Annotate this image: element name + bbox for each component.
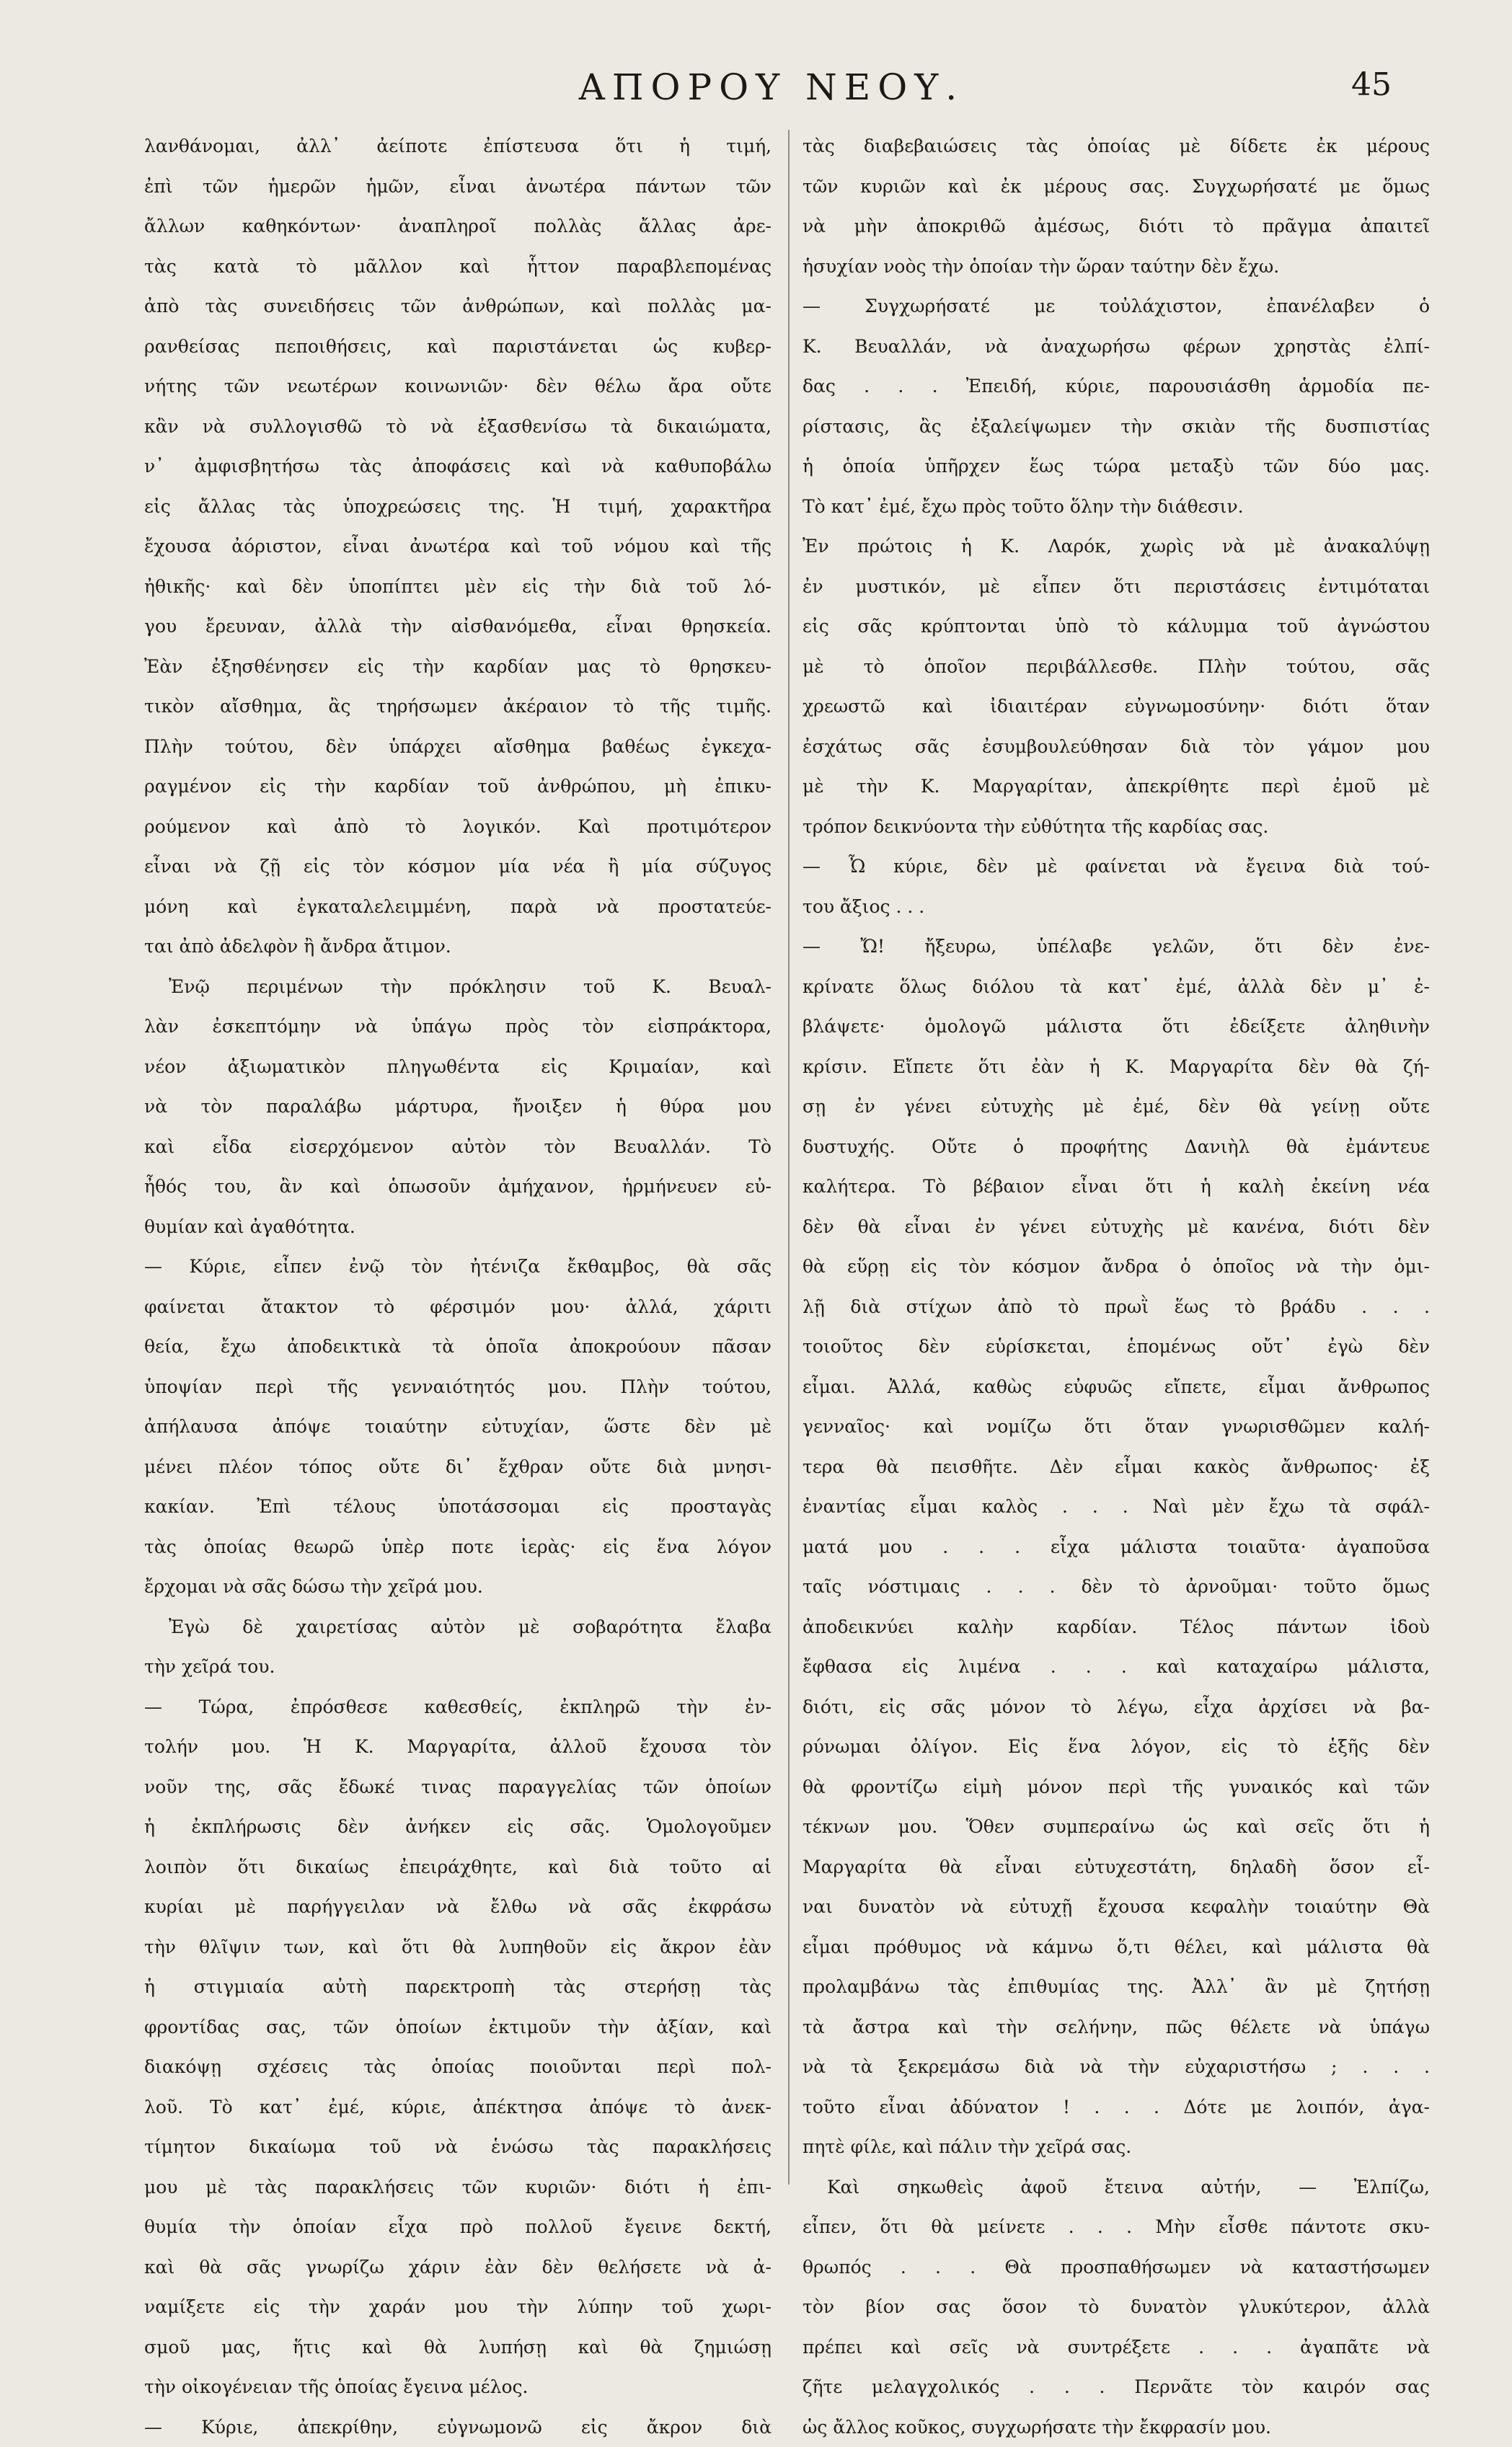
text-line: νήτης τῶν νεωτέρων κοινωνιῶν· δὲν θέλω ἄρα οὔτε: [144, 366, 772, 407]
text-line: σῃ ἐν γένει εὐτυχὴς μὲ ἐμέ, δὲν θὰ γείνῃ οὔτε: [803, 1087, 1430, 1127]
text-line: λοῦ. Τὸ κατ᾽ ἐμέ, κύριε, ἀπέκτησα ἀπόψε τὸ ἀνεκ-: [144, 2087, 772, 2128]
text-line: μένει πλέον τόπος οὔτε δι᾽ ἔχθραν οὔτε διὰ μνησι-: [144, 1447, 772, 1487]
text-line: πητὲ φίλε, καὶ πάλιν τὴν χεῖρά σας.: [803, 2127, 1430, 2167]
text-line: Ἐὰν ἐξησθένησεν εἰς τὴν καρδίαν μας τὸ θρησκευ-: [144, 647, 772, 687]
text-line: εἰς σᾶς κρύπτονται ὑπὸ τὸ κάλυμμα τοῦ ἀγνώστου: [803, 606, 1430, 647]
text-line: ἀπὸ τὰς συνειδήσεις τῶν ἀνθρώπων, καὶ πολλὰς μα-: [144, 286, 772, 327]
text-line: — Συγχωρήσατέ με τοὐλάχιστον, ἐπανέλαβεν ὁ: [803, 286, 1430, 327]
text-line: Μαργαρίτα θὰ εἶναι εὐτυχεστάτη, δηλαδὴ ὅσον εἶ-: [803, 1847, 1430, 1888]
text-line: λῇ διὰ στίχων ἀπὸ τὸ πρωῒ ἕως τὸ βράδυ . . .: [803, 1287, 1430, 1327]
text-line: ἐναντίας εἶμαι καλὸς . . . Ναὶ μὲν ἔχω τὰ σφάλ-: [803, 1487, 1430, 1527]
text-line: ν᾽ ἀμφισβητήσω τὰς ἀποφάσεις καὶ νὰ καθυποβάλω: [144, 446, 772, 487]
text-line: Κ. Βευαλλάν, νὰ ἀναχωρήσω φέρων χρηστὰς ἐλπί-: [803, 327, 1430, 367]
text-line: ἀποδεικνύει καλὴν καρδίαν. Τέλος πάντων ἰδοὺ: [803, 1607, 1430, 1647]
text-line: εἶναι νὰ ζῇ εἰς τὸν κόσμον μία νέα ἢ μία σύζυγος: [144, 846, 772, 887]
text-line: νέον ἀξιωματικὸν πληγωθέντα εἰς Κριμαίαν, καὶ: [144, 1047, 772, 1087]
text-line: ραγμένον εἰς τὴν καρδίαν τοῦ ἀνθρώπου, μὴ ἐπικυ-: [144, 766, 772, 807]
text-line: τὸν βίον σας ὅσον τὸ δυνατὸν γλυκύτερον, ἀλλὰ: [803, 2287, 1430, 2327]
text-line: γενναῖος· καὶ νομίζω ὅτι ὅταν γνωρισθῶμεν καλή-: [803, 1407, 1430, 1447]
text-line: διότι, εἰς σᾶς μόνον τὸ λέγω, εἶχα ἀρχίσει νὰ βα-: [803, 1687, 1430, 1727]
text-line: προλαμβάνω τὰς ἐπιθυμίας της. Ἀλλ᾽ ἂν μὲ ζητήσῃ: [803, 1967, 1430, 2007]
text-line: τοιοῦτος δὲν εὑρίσκεται, ἑπομένως οὔτ᾽ ἐγὼ δὲν: [803, 1327, 1430, 1367]
text-line: ἡ ἐκπλήρωσις δὲν ἀνήκεν εἰς σᾶς. Ὁμολογοῦμεν: [144, 1807, 772, 1847]
text-line: θυμία τὴν ὁποίαν εἶχα πρὸ πολλοῦ ἔγεινε δεκτή,: [144, 2207, 772, 2247]
text-line: λοιπὸν ὅτι δικαίως ἐπειράχθητε, καὶ διὰ τοῦτο αἱ: [144, 1847, 772, 1888]
text-line: κἂν νὰ συλλογισθῶ τὸ νὰ ἐξασθενίσω τὰ δικαιώματα,: [144, 407, 772, 447]
left-text-column: [144, 126, 772, 2188]
text-line: καλήτερα. Τὸ βέβαιον εἶναι ὅτι ἡ καλὴ ἐκείνη νέα: [803, 1167, 1430, 1207]
text-line: χρεωστῶ καὶ ἰδιαιτέραν εὐγνωμοσύνην· διότι ὅταν: [803, 686, 1430, 727]
text-line: ματά μου . . . εἶχα μάλιστα τοιαῦτα· ἀγαποῦσα: [803, 1527, 1430, 1567]
text-line: ἠθικῆς· καὶ δὲν ὑποπίπτει μὲν εἰς τὴν διὰ τοῦ λό-: [144, 567, 772, 607]
text-line: εἶμαι. Ἀλλά, καθὼς εὐφυῶς εἴπετε, εἶμαι ἄνθρωπος: [803, 1367, 1430, 1407]
text-line: τὴν χεῖρά του.: [144, 1647, 772, 1687]
text-line: δὲν θὰ εἶναι ἐν γένει εὐτυχὴς μὲ κανένα, διότι δὲν: [803, 1207, 1430, 1247]
text-line: — Κύριε, εἶπεν ἐνῷ τὸν ἠτένιζα ἔκθαμβος, θὰ σᾶς: [144, 1247, 772, 1287]
text-line: τέκνων μου. Ὅθεν συμπεραίνω ὡς καὶ σεῖς ὅτι ἡ: [803, 1807, 1430, 1847]
text-line: Τὸ κατ᾽ ἐμέ, ἔχω πρὸς τοῦτο ὅλην τὴν διάθεσιν.: [803, 487, 1430, 527]
text-line: τίμητον δικαίωμα τοῦ νὰ ἑνώσω τὰς παρακλήσεις: [144, 2127, 772, 2167]
text-line: ἄλλων καθηκόντων· ἀναπληροῖ πολλὰς ἄλλας ἀρε-: [144, 206, 772, 247]
text-line: τὰ ἄστρα καὶ τὴν σελήνην, πῶς θέλετε νὰ ὑπάγω: [803, 2007, 1430, 2048]
text-line: ἦθός του, ἂν καὶ ὁπωσοῦν ἀμήχανον, ἡρμήνευεν εὐ-: [144, 1167, 772, 1207]
text-line: ρούμενον καὶ ἀπὸ τὸ λογικόν. Καὶ προτιμότερον: [144, 807, 772, 847]
right-text-column: [803, 126, 1430, 2188]
text-line: ἀπήλαυσα ἀπόψε τοιαύτην εὐτυχίαν, ὥστε δὲν μὲ: [144, 1407, 772, 1447]
text-line: — Ὤ! ἤξευρω, ὑπέλαβε γελῶν, ὅτι δὲν ἐνε-: [803, 926, 1430, 967]
text-line: κυρίαι μὲ παρήγγειλαν νὰ ἔλθω νὰ σᾶς ἐκφράσω: [144, 1887, 772, 1927]
text-line: εἶμαι πρόθυμος νὰ κάμνω ὅ,τι θέλει, καὶ μάλιστα θὰ: [803, 1927, 1430, 1968]
text-line: μου μὲ τὰς παρακλήσεις τῶν κυριῶν· διότι ἡ ἐπι-: [144, 2167, 772, 2208]
text-line: λανθάνομαι, ἀλλ᾽ ἀείποτε ἐπίστευσα ὅτι ἡ τιμή,: [144, 126, 772, 167]
text-line: ἡσυχίαν νοὸς τὴν ὁποίαν τὴν ὥραν ταύτην δὲν ἔχω.: [803, 247, 1430, 287]
text-line: ἡ στιγμιαία αὐτὴ παρεκτροπὴ τὰς στερήσῃ τὰς: [144, 1967, 772, 2007]
text-line: ναι δυνατὸν νὰ εὐτυχῇ ἔχουσα κεφαλὴν τοιαύτην Θὰ: [803, 1887, 1430, 1927]
text-line: Ἐν πρώτοις ἡ Κ. Λαρόκ, χωρὶς νὰ μὲ ἀνακαλύψῃ: [803, 526, 1430, 567]
text-line: ἡ ὁποία ὑπῆρχεν ἕως τώρα μεταξὺ τῶν δύο μας.: [803, 446, 1430, 487]
text-line: του ἄξιος . . .: [803, 887, 1430, 927]
text-line: — Ὦ κύριε, δὲν μὲ φαίνεται νὰ ἔγεινα διὰ τού-: [803, 846, 1430, 887]
text-line: ρίστασις, ἂς ἐξαλείψωμεν τὴν σκιὰν τῆς δυσπιστίας: [803, 407, 1430, 447]
text-line: τερα θὰ πεισθῆτε. Δὲν εἶμαι κακὸς ἄνθρωπος· ἐξ: [803, 1447, 1430, 1487]
text-line: ζῆτε μελαγχολικός . . . Περνᾶτε τὸν καιρόν σας: [803, 2367, 1430, 2407]
text-line: δας . . . Ἐπειδή, κύριε, παρουσιάσθη ἁρμοδία πε-: [803, 366, 1430, 407]
text-line: κρίσιν. Εἴπετε ὅτι ἐὰν ἡ Κ. Μαργαρίτα δὲν θὰ ζή-: [803, 1047, 1430, 1087]
text-line: γου ἔρευναν, ἀλλὰ τὴν αἰσθανόμεθα, εἶναι θρησκεία.: [144, 606, 772, 647]
text-line: θὰ εὕρῃ εἰς τὸν κόσμον ἄνδρα ὁ ὁποῖος νὰ τὴν ὁμι-: [803, 1247, 1430, 1287]
text-line: διακόψῃ σχέσεις τὰς ὁποίας ποιοῦνται περὶ πολ-: [144, 2047, 772, 2087]
text-line: νοῦν της, σᾶς ἔδωκέ τινας παραγγελίας τῶν ὁποίων: [144, 1767, 772, 1807]
text-line: κρίνατε ὅλως διόλου τὰ κατ᾽ ἐμέ, ἀλλὰ δὲν μ᾽ ἐ-: [803, 967, 1430, 1007]
text-line: ὡς ἄλλος κοῦκος, συγχωρήσατε τὴν ἔκφρασίν μου.: [803, 2407, 1430, 2447]
text-line: λὰν ἐσκεπτόμην νὰ ὑπάγω πρὸς τὸν εἰσπράκτορα,: [144, 1006, 772, 1047]
text-line: Ἐγὼ δὲ χαιρετίσας αὐτὸν μὲ σοβαρότητα ἔλαβα: [144, 1607, 772, 1647]
text-line: Καὶ σηκωθεὶς ἀφοῦ ἔτεινα αὐτήν, — Ἐλπίζω,: [803, 2167, 1430, 2208]
running-title: ΑΠΟΡΟΥ ΝΕΟΥ.: [151, 66, 1392, 108]
text-line: μόνη καὶ ἐγκαταλελειμμένη, παρὰ νὰ προστατεύε-: [144, 887, 772, 927]
text-line: ὑποψίαν περὶ τῆς γενναιότητός μου. Πλὴν τούτου,: [144, 1367, 772, 1407]
text-line: τῶν κυριῶν καὶ ἐκ μέρους σας. Συγχωρήσατέ με ὅμως: [803, 167, 1430, 207]
text-line: ἐσχάτως σᾶς ἐσυμβουλεύθησαν διὰ τὸν γάμον μου: [803, 727, 1430, 767]
text-line: ἔφθασα εἰς λιμένα . . . καὶ καταχαίρω μάλιστα,: [803, 1647, 1430, 1687]
text-line: ἐν μυστικόν, μὲ εἶπεν ὅτι περιστάσεις ἐντιμόταται: [803, 567, 1430, 607]
text-line: θρωπός . . . Θὰ προσπαθήσωμεν νὰ καταστήσωμεν: [803, 2247, 1430, 2288]
text-line: ναμίξετε εἰς τὴν χαράν μου τὴν λύπην τοῦ χωρι-: [144, 2287, 772, 2327]
text-line: — Κύριε, ἀπεκρίθην, εὐγνωμονῶ εἰς ἄκρον διὰ: [144, 2407, 772, 2447]
text-line: ἔρχομαι νὰ σᾶς δώσω τὴν χεῖρά μου.: [144, 1567, 772, 1607]
text-line: δυστυχής. Οὔτε ὁ προφήτης Δανιὴλ θὰ ἐμάντευε: [803, 1127, 1430, 1167]
text-line: θυμίαν καὶ ἀγαθότητα.: [144, 1207, 772, 1247]
text-line: φαίνεται ἄτακτον τὸ φέρσιμόν μου· ἀλλά, χάριτι: [144, 1287, 772, 1327]
text-line: τὰς ὁποίας θεωρῶ ὑπὲρ ποτε ἱερὰς· εἰς ἕνα λόγον: [144, 1527, 772, 1567]
text-line: τοῦτο εἶναι ἀδύνατον ! . . . Δότε με λοιπόν, ἀγα-: [803, 2087, 1430, 2128]
text-line: Ἐνῷ περιμένων τὴν πρόκλησιν τοῦ Κ. Βευαλ-: [144, 967, 772, 1007]
text-line: τὰς κατὰ τὸ μᾶλλον καὶ ἧττον παραβλεπομένας: [144, 247, 772, 287]
text-line: μὲ τὸ ὁποῖον περιβάλλεσθε. Πλὴν τούτου, σᾶς: [803, 647, 1430, 687]
text-line: κακίαν. Ἐπὶ τέλους ὑποτάσσομαι εἰς προσταγὰς: [144, 1487, 772, 1527]
text-line: νὰ μὴν ἀποκριθῶ ἀμέσως, διότι τὸ πρᾶγμα ἀπαιτεῖ: [803, 206, 1430, 247]
text-line: καὶ εἶδα εἰσερχόμενον αὐτὸν τὸν Βευαλλάν. Τὸ: [144, 1127, 772, 1167]
text-line: σμοῦ μας, ἥτις καὶ θὰ λυπήσῃ καὶ θὰ ζημιώσῃ: [144, 2327, 772, 2368]
column-divider: [788, 130, 790, 2185]
text-line: εἰς ἄλλας τὰς ὑποχρεώσεις της. Ἡ τιμή, χαρακτῆρα: [144, 487, 772, 527]
text-line: τὴν οἰκογένειαν τῆς ὁποίας ἔγεινα μέλος.: [144, 2367, 772, 2407]
text-line: θεία, ἔχω ἀποδεικτικὰ τὰ ὁποῖα ἀποκρούουν πᾶσαν: [144, 1327, 772, 1367]
text-line: πρέπει καὶ σεῖς νὰ συντρέξετε . . . ἀγαπᾶτε νὰ: [803, 2327, 1430, 2368]
text-line: ρανθείσας πεποιθήσεις, καὶ παριστάνεται ὡς κυβερ-: [144, 327, 772, 367]
text-line: Πλὴν τούτου, δὲν ὑπάρχει αἴσθημα βαθέως ἐγκεχα-: [144, 727, 772, 767]
text-line: βλάψετε· ὁμολογῶ μάλιστα ὅτι ἐδείξετε ἀληθινὴν: [803, 1006, 1430, 1047]
text-line: εἶπεν, ὅτι θὰ μείνετε . . . Μὴν εἶσθε πάντοτε σκυ-: [803, 2207, 1430, 2247]
text-line: καὶ θὰ σᾶς γνωρίζω χάριν ἐὰν δὲν θελήσετε νὰ ἀ-: [144, 2247, 772, 2288]
text-line: ρύνωμαι ὀλίγον. Εἰς ἕνα λόγον, εἰς τὸ ἑξῆς δὲν: [803, 1727, 1430, 1767]
text-line: τὰς διαβεβαιώσεις τὰς ὁποίας μὲ δίδετε ἐκ μέρους: [803, 126, 1430, 167]
text-line: μὲ τὴν Κ. Μαργαρίταν, ἀπεκρίθητε περὶ ἐμοῦ μὲ: [803, 766, 1430, 807]
text-line: ταῖς νόστιμαις . . . δὲν τὸ ἀρνοῦμαι· τοῦτο ὅμως: [803, 1567, 1430, 1607]
text-line: τρόπον δεικνύοντα τὴν εὐθύτητα τῆς καρδίας σας.: [803, 807, 1430, 847]
text-line: ἔχουσα ἀόριστον, εἶναι ἀνωτέρα καὶ τοῦ νόμου καὶ τῆς: [144, 526, 772, 567]
text-line: φροντίδας σας, τῶν ὁποίων ἐκτιμοῦν τὴν ἀξίαν, καὶ: [144, 2007, 772, 2048]
text-line: νὰ τὸν παραλάβω μάρτυρα, ἤνοιξεν ἡ θύρα μου: [144, 1087, 772, 1127]
text-line: ται ἀπὸ ἀδελφὸν ἢ ἄνδρα ἄτιμον.: [144, 926, 772, 967]
text-line: θὰ φροντίζω εἰμὴ μόνον περὶ τῆς γυναικός καὶ τῶν: [803, 1767, 1430, 1807]
text-line: τικὸν αἴσθημα, ἂς τηρήσωμεν ἀκέραιον τὸ τῆς τιμῆς.: [144, 686, 772, 727]
text-line: τολήν μου. Ἡ Κ. Μαργαρίτα, ἀλλοῦ ἔχουσα τὸν: [144, 1727, 772, 1767]
text-line: ἐπὶ τῶν ἡμερῶν ἡμῶν, εἶναι ἀνωτέρα πάντων τῶν: [144, 167, 772, 207]
text-line: τὴν θλῖψιν των, καὶ ὅτι θὰ λυπηθοῦν εἰς ἄκρον ἐὰν: [144, 1927, 772, 1968]
text-line: — Τώρα, ἐπρόσθεσε καθεσθείς, ἐκπληρῶ τὴν ἐν-: [144, 1687, 772, 1727]
text-line: νὰ τὰ ξεκρεμάσω διὰ νὰ τὴν εὐχαριστήσω ; . . .: [803, 2047, 1430, 2087]
page-header: [151, 66, 1392, 117]
page-number: 45: [1351, 66, 1392, 103]
